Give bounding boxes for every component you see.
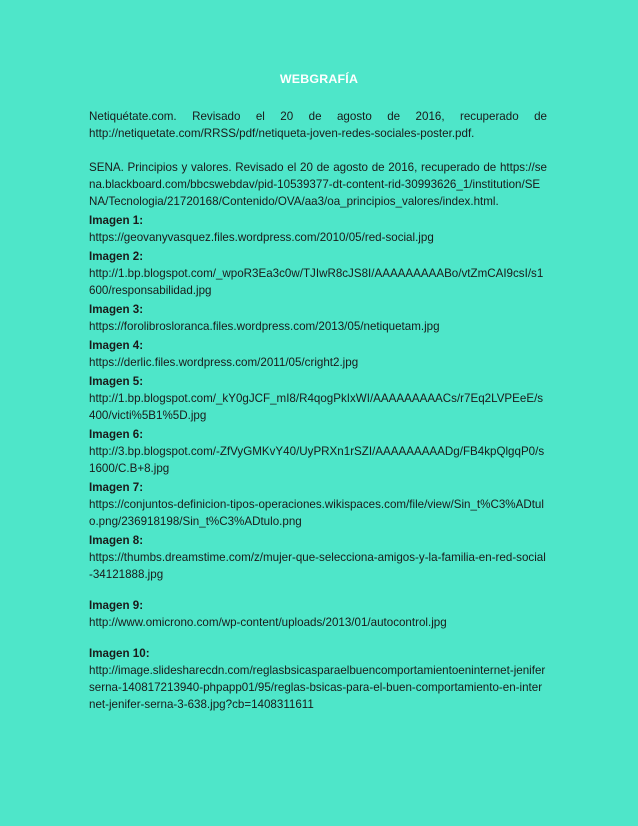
image-ref-label: Imagen 8: (89, 534, 144, 547)
image-ref-6 (89, 426, 547, 477)
image-ref-label: Imagen 6: (89, 428, 144, 441)
reference-sena: SENA. Principios y valores. Revisado el 20 de agosto de 2016, recuperado de https://sena.blackboard.com/bbcswebdav/pid-10539377-dt-content-rid-30993626_1/institution/SENA/Tecnologia/21720168/Contenido/OVA/aa3/oa_principios_valores/index.html. (89, 161, 547, 208)
image-ref-url: https://geovanyvasquez.files.wordpress.com/2010/05/red-social.jpg (89, 231, 434, 244)
image-ref-3 (89, 301, 547, 335)
image-ref-10 (89, 645, 547, 713)
image-ref-5 (89, 373, 547, 424)
image-ref-label: Imagen 4: (89, 339, 144, 352)
image-ref-url: https://forolibrosloranca.files.wordpress.com/2013/05/netiquetam.jpg (89, 320, 440, 333)
image-ref-url: https://conjuntos-definicion-tipos-operaciones.wikispaces.com/file/view/Sin_t%C3%ADtulo.png/236918198/Sin_t%C3%ADtulo.png (89, 498, 544, 528)
image-ref-8 (89, 532, 547, 583)
image-ref-url: http://image.slidesharecdn.com/reglasbsicasparaelbuencomportamientoeninternet-jeniferserna-140817213940-phpapp01/95/reglas-bsicas-para-el-buen-comportamiento-en-internet-jenifer-serna-3-638.jpg?cb=1408311611 (89, 664, 546, 711)
image-ref-1 (89, 212, 547, 246)
page-title: WEBGRAFÍA (279, 72, 359, 86)
image-ref-7 (89, 479, 547, 530)
image-ref-label: Imagen 7: (89, 481, 144, 494)
image-ref-url: http://1.bp.blogspot.com/_wpoR3Ea3c0w/TJIwR8cJS8I/AAAAAAAAABo/vtZmCAI9csI/s1600/responsabilidad.jpg (89, 267, 544, 297)
image-ref-url: http://www.omicrono.com/wp-content/uploads/2013/01/autocontrol.jpg (89, 616, 447, 629)
image-ref-url: http://1.bp.blogspot.com/_kY0gJCF_mI8/R4qogPkIxWI/AAAAAAAAACs/r7Eq2LVPEeE/s400/victi%5B1%5D.jpg (89, 392, 544, 422)
reference-list (89, 108, 547, 713)
image-ref-2 (89, 248, 547, 299)
image-ref-label: Imagen 9: (89, 599, 144, 612)
image-ref-4 (89, 337, 547, 371)
image-ref-label: Imagen 2: (89, 250, 144, 263)
image-ref-url: http://3.bp.blogspot.com/-ZfVyGMKvY40/UyPRXn1rSZI/AAAAAAAAADg/FB4kpQlgqP0/s1600/C.B+8.jpg (89, 445, 545, 475)
image-ref-label: Imagen 10: (89, 647, 150, 660)
image-ref-url: https://thumbs.dreamstime.com/z/mujer-que-selecciona-amigos-y-la-familia-en-red-social-34121888.jpg (89, 551, 546, 581)
image-ref-label: Imagen 1: (89, 214, 144, 227)
reference-netiquetate: Netiquétate.com. Revisado el 20 de agosto de 2016, recuperado de http://netiquetate.com/RRSS/pdf/netiqueta-joven-redes-sociales-poster.pdf. (89, 110, 547, 140)
image-ref-9 (89, 597, 547, 631)
image-ref-url: https://derlic.files.wordpress.com/2011/05/cright2.jpg (89, 356, 359, 369)
image-ref-label: Imagen 3: (89, 303, 144, 316)
image-ref-label: Imagen 5: (89, 375, 144, 388)
